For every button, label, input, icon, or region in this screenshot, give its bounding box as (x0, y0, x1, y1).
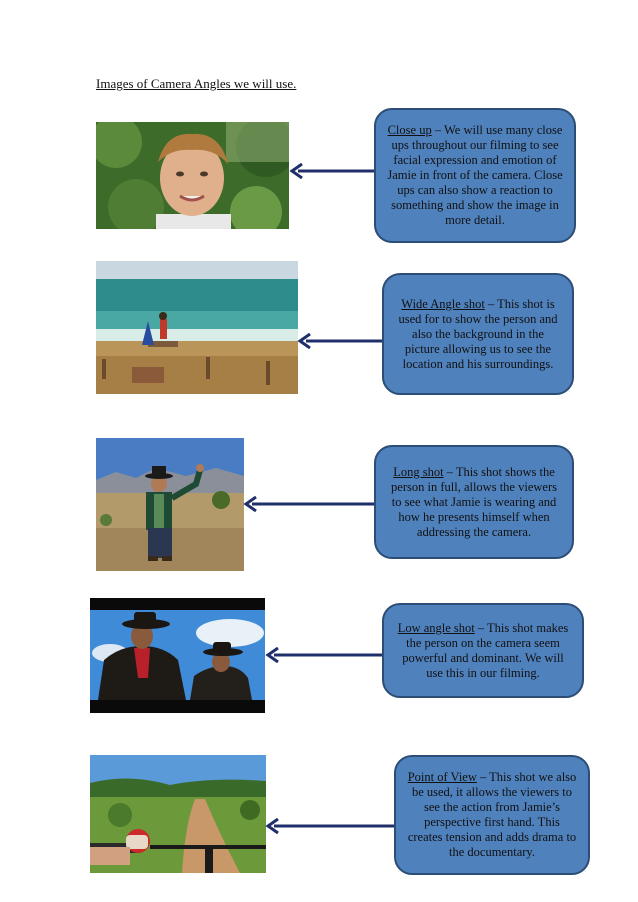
wide-angle-photo (96, 261, 298, 394)
point-of-view-callout (394, 755, 590, 875)
wide-angle-term: Wide Angle shot (401, 296, 485, 311)
long-shot-term: Long shot (393, 464, 444, 479)
long-shot-callout (374, 445, 574, 559)
point-of-view-text: – This shot we also be used, it allows the viewers to see the action from Jamie’s perspective first hand. This creates tension and adds drama to the documentary. (407, 770, 577, 859)
close-up-text: – We will use many close ups throughout our filming to see facial expression and emotion of Jamie in front of the camera. Close ups can also show a reaction to something and show the image in more detail. (387, 123, 563, 227)
close-up-term: Close up (387, 123, 432, 137)
close-up-photo (96, 122, 289, 229)
wide-angle-text: – This shot is used for to show the person and also the background in the picture allowing us to see the location and his surroundings. (398, 296, 558, 371)
wide-angle-callout (382, 273, 574, 395)
low-angle-photo (90, 598, 265, 713)
arrow-left-icon (296, 333, 384, 349)
point-of-view-photo (90, 755, 266, 873)
arrow-left-icon (264, 647, 384, 663)
arrow-left-icon (242, 496, 376, 512)
arrow-left-icon (264, 818, 396, 834)
page-heading: Images of Camera Angles we will use. (96, 76, 297, 91)
point-of-view-term: Point of View (407, 770, 477, 784)
long-shot-text: – This shot shows the person in full, allows the viewers to see what Jamie is wearing and how he presents himself when addressing the camera. (391, 464, 557, 539)
low-angle-text: – This shot makes the person on the camera seem powerful and dominant. We will use this in our filming. (402, 620, 569, 680)
close-up-callout (374, 108, 576, 243)
long-shot-photo (96, 438, 244, 571)
low-angle-callout (382, 603, 584, 698)
low-angle-term: Low angle shot (397, 620, 475, 635)
arrow-left-icon (288, 163, 376, 179)
